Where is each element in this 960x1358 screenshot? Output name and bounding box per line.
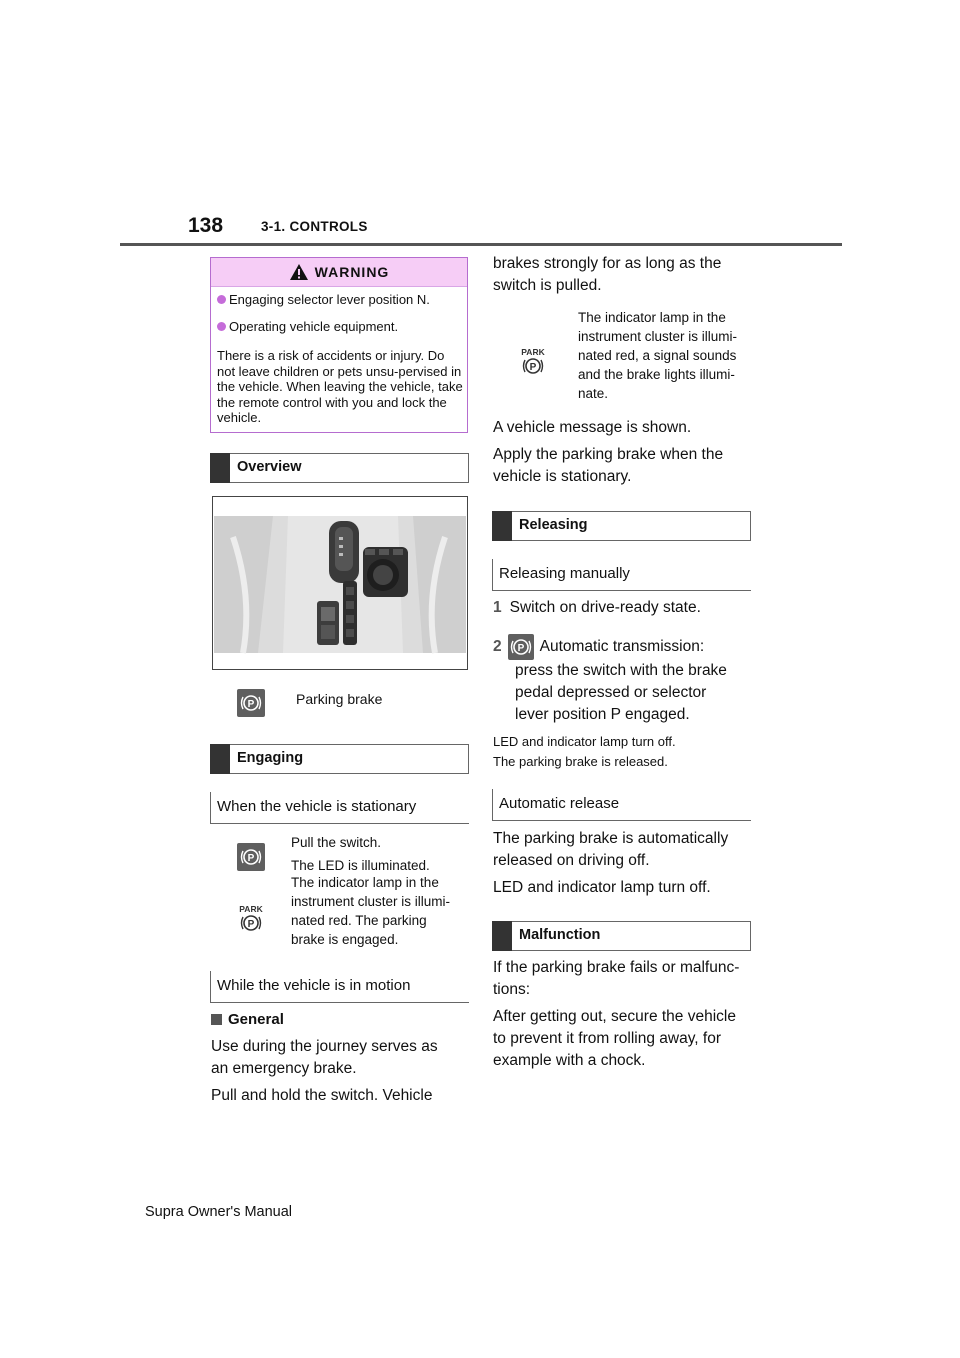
subheading-manual: Releasing manually: [492, 559, 751, 591]
step-number: 2: [493, 638, 502, 655]
section-title: Releasing: [519, 517, 588, 533]
warning-triangle-icon: [289, 263, 309, 281]
text-line: instrument cluster is illumi-: [291, 894, 451, 909]
warning-title: WARNING: [314, 264, 390, 280]
indicator-text: [578, 308, 753, 403]
step-1: [493, 597, 701, 619]
auto-release-text: [493, 828, 751, 899]
text-line: nated red. The parking: [291, 913, 427, 928]
section-marker: [210, 453, 230, 483]
header-rule: [120, 243, 842, 246]
text-line: released on driving off.: [493, 852, 650, 869]
step-text: Switch on drive-ready state.: [509, 599, 701, 616]
p-letter: P: [517, 643, 524, 654]
text-line: example with a chock.: [493, 1052, 646, 1069]
text-line: tions:: [493, 981, 531, 998]
park-indicator-icon: [238, 903, 264, 933]
console-figure: [212, 496, 468, 670]
parking-brake-icon: [237, 689, 265, 717]
bullet-icon: [217, 322, 226, 331]
release-note: The parking brake is released.: [493, 754, 668, 769]
warning-header: [211, 258, 467, 287]
warning-item-text: Engaging selector lever position N.: [229, 292, 430, 307]
p-letter: P: [247, 919, 255, 930]
text-line: LED and indicator lamp turn off.: [493, 879, 711, 896]
section-marker: [492, 511, 512, 541]
p-letter: P: [247, 699, 255, 710]
text-line: brake is engaged.: [291, 932, 399, 947]
step-text: Automatic transmission:: [539, 638, 705, 655]
footer-text: Supra Owner's Manual: [145, 1204, 293, 1220]
text-line: Apply the parking brake when the: [493, 446, 724, 463]
text-line: The parking brake is automatically: [493, 830, 729, 847]
warning-item-text: Operating vehicle equipment.: [229, 319, 399, 334]
text-line: The indicator lamp in the: [291, 875, 439, 890]
park-label: PARK: [521, 347, 545, 357]
bullet-icon: [217, 295, 226, 304]
center-console-illustration: [213, 497, 467, 669]
step-number: 1: [493, 599, 502, 616]
subheading-automatic: Automatic release: [492, 789, 751, 821]
section-overview: [210, 453, 469, 483]
text-line: lever position P engaged.: [515, 706, 690, 723]
section-marker: [492, 921, 512, 951]
text-line: vehicle is stationary.: [493, 468, 632, 485]
warning-text: There is a risk of accidents or injury. Do not leave children or pets unsu-pervised in the vehicle. When leaving the vehicle, take the remote control with you and lock the vehicle.: [217, 348, 463, 426]
text-line: The LED is illuminated.: [291, 858, 430, 873]
text-line: to prevent it from rolling away, for: [493, 1030, 721, 1047]
section-marker: [210, 744, 230, 774]
warning-item: [217, 319, 398, 334]
warning-item: [217, 292, 430, 307]
figure-caption: Parking brake: [296, 691, 383, 707]
section-title: Malfunction: [519, 927, 601, 943]
text-line: switch is pulled.: [493, 277, 602, 294]
general-text: [211, 1036, 469, 1107]
section-releasing: [492, 511, 751, 541]
apply-text: [493, 444, 751, 488]
section-engaging: [210, 744, 469, 774]
text-line: Pull and hold the switch. Vehicle: [211, 1087, 433, 1104]
step-2-continued: [515, 660, 751, 726]
malfunction-text: [493, 957, 755, 1072]
text-line: pedal depressed or selector: [515, 684, 707, 701]
general-heading-text: General: [228, 1011, 284, 1028]
park-indicator-icon: [520, 346, 546, 376]
page-number: 138: [188, 214, 224, 237]
release-note: LED and indicator lamp turn off.: [493, 734, 676, 749]
text-line: instrument cluster is illumi-: [578, 329, 738, 344]
text-line: Use during the journey serves as: [211, 1038, 438, 1055]
text-line: If the parking brake fails or malfunc-: [493, 959, 740, 976]
step-2: [493, 634, 704, 660]
text-line: After getting out, secure the vehicle: [493, 1008, 736, 1025]
section-malfunction: [492, 921, 751, 951]
subheading-stationary: When the vehicle is stationary: [210, 792, 469, 824]
warning-box: [210, 257, 468, 433]
parking-brake-icon: [237, 843, 265, 871]
text-line: an emergency brake.: [211, 1060, 357, 1077]
text-line: and the brake lights illumi-: [578, 367, 735, 382]
general-heading: [211, 1011, 284, 1028]
chapter-title: 3-1. CONTROLS: [261, 219, 368, 234]
section-title: Engaging: [237, 750, 304, 766]
p-letter: P: [247, 853, 255, 864]
text-line: Pull the switch.: [291, 835, 382, 850]
vehicle-message-text: A vehicle message is shown.: [493, 419, 692, 436]
parking-brake-icon: [508, 634, 534, 660]
text-line: nated red, a signal sounds: [578, 348, 737, 363]
p-letter: P: [529, 362, 537, 373]
text-line: nate.: [578, 386, 609, 401]
text-line: brakes strongly for as long as the: [493, 255, 722, 272]
subheading-motion: While the vehicle is in motion: [210, 971, 469, 1003]
text-line: The indicator lamp in the: [578, 310, 726, 325]
stationary-text: [291, 833, 469, 949]
square-bullet-icon: [211, 1014, 222, 1025]
text-line: press the switch with the brake: [515, 662, 727, 679]
section-title: Overview: [237, 459, 302, 475]
park-label: PARK: [239, 904, 263, 914]
continued-text: [493, 253, 751, 297]
